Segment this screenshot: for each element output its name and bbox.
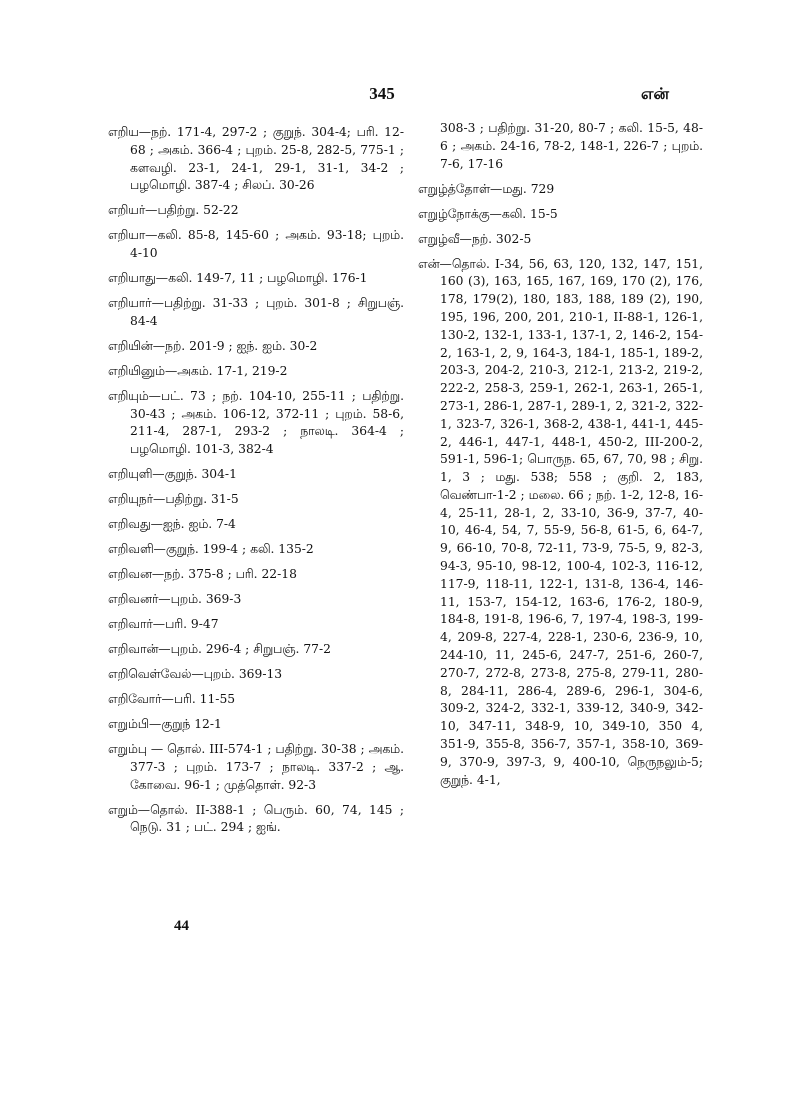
- index-entry: எறிவார்—பரி. 9-47: [108, 617, 219, 632]
- index-entry: எறிவனர்—புறம். 369-3: [108, 592, 242, 607]
- index-entry: எறிய—நற். 171-4, 297-2 ; குறுந். 304-4; பரி. 12-68 ; அகம். 366-4 ; புறம். 25-8, 282-5, 775-1 ; களவழி. 23-1, 24-1, 29-1, 31-1, 34-2 ; பழமொழி. 387-4 ; சிலப். 30-26: [108, 125, 404, 193]
- index-entry: எறும்—தொல். II-388-1 ; பெரும். 60, 74, 145 ; நெடு. 31 ; பட். 294 ; ஐங்.: [108, 802, 404, 835]
- index-column-right: [418, 120, 703, 797]
- index-entry: எறியினும்—அகம். 17-1, 219-2: [108, 363, 288, 378]
- index-entry-continuation: 308-3 ; பதிற்று. 31-20, 80-7 ; கலி. 15-5, 48-6 ; அகம். 24-16, 78-2, 148-1, 226-7 ; புறம். 7-6, 17-16: [440, 121, 703, 171]
- index-entry: எறியும்—பட். 73 ; நற். 104-10, 255-11 ; பதிற்று. 30-43 ; அகம். 106-12, 372-11 ; புறம். 58-6, 211-4, 287-1, 293-2 ; நாலடி. 364-4 ; பழமொழி. 101-3, 382-4: [108, 388, 404, 457]
- index-entry: என்—தொல். I-34, 56, 63, 120, 132, 147, 151, 160 (3), 163, 165, 167, 169, 170 (2), 176, 178, 179(2), 180, 183, 188, 189 (2), 190, 195, 196, 200, 201, 210-1, II-88-1, 126-1, 130-2, 132-1, 133-1, 137-1, 2, 146-2, 154-2, 163-1, 2, 9, 164-3, 184-1, 185-1, 189-2, 203-3, 204-2, 210-3, 212-1, 213-2, 219-2, 222-2, 258-3, 259-1, 262-1, 263-1, 265-1, 273-1, 286-1, 287-1, 289-1, 2, 321-2, 322-1, 323-7, 326-1, 368-2, 438-1, 441-1, 445-2, 446-1, 447-1, 448-1, 450-2, III-200-2, 591-1, 596-1; பொருந. 65, 67, 70, 98 ; சிறு. 1, 3 ; மது. 538; 558 ; குறி. 2, 183, வெண்பா-1-2 ; மலை. 66 ; நற். 1-2, 12-8, 16-4, 25-11, 28-1, 2, 33-10, 36-9, 37-7, 40-10, 46-4, 54, 7, 55-9, 56-8, 61-5, 6, 64-7, 9, 66-10, 70-8, 72-11, 73-9, 75-5, 9, 82-3, 94-3, 95-10, 98-12, 100-4, 102-3, 116-12, 117-9, 118-11, 122-1, 131-8, 136-4, 146-11, 153-7, 154-12, 163-6, 176-2, 180-9, 184-8, 191-8, 196-6, 7, 197-4, 198-3, 199-4, 209-8, 227-4, 228-1, 230-6, 236-9, 10, 244-10, 11, 245-6, 247-7, 251-6, 260-7, 270-7, 272-8, 273-8, 275-8, 279-11, 280-8, 284-11, 286-4, 289-6, 296-1, 304-6, 309-2, 324-2, 332-1, 339-12, 340-9, 342-10, 347-11, 348-9, 10, 349-10, 350 4, 351-9, 355-8, 356-7, 357-1, 358-10, 369-9, 370-9, 397-3, 9, 400-10, நெருநலும்-5; குறுந். 4-1,: [418, 256, 703, 787]
- index-column-left: [108, 124, 404, 844]
- index-entry: எறுழ்வீ—நற். 302-5: [418, 231, 532, 246]
- index-entry: எறும்பு — தொல். III-574-1 ; பதிற்று. 30-38 ; அகம். 377-3 ; புறம். 173-7 ; நாலடி. 337-2 ; ஆ. கோவை. 96-1 ; முத்தொள். 92-3: [108, 742, 404, 792]
- index-entry: எறியார்—பதிற்று. 31-33 ; புறம். 301-8 ; சிறுபஞ். 84-4: [108, 296, 404, 328]
- index-entry: எறிவான்—புறம். 296-4 ; சிறுபஞ். 77-2: [108, 642, 331, 657]
- index-entry: எறியுளி—குறுந். 304-1: [108, 467, 237, 482]
- index-entry: எறியுநர்—பதிற்று. 31-5: [108, 492, 239, 507]
- index-entry: எறிவன—நற். 375-8 ; பரி. 22-18: [108, 567, 297, 582]
- index-entry: எறியாது—கலி. 149-7, 11 ; பழமொழி. 176-1: [108, 271, 368, 286]
- index-entry: எறிவெள்வேல்—புறம். 369-13: [108, 667, 283, 682]
- index-entry: எறியின்—நற். 201-9 ; ஐந். ஐம். 30-2: [108, 338, 318, 353]
- page-number: 345: [369, 84, 395, 103]
- index-entry: எறிவோர்—பரி. 11-55: [108, 692, 236, 707]
- index-entry: எறிவது—ஐந். ஐம். 7-4: [108, 517, 236, 532]
- index-entry: எறிவளி—குறுந். 199-4 ; கலி. 135-2: [108, 542, 314, 557]
- index-entry: எறியர்—பதிற்று. 52-22: [108, 203, 239, 218]
- folio: 44: [174, 918, 189, 934]
- index-entry: எறுழ்நோக்கு—கலி. 15-5: [418, 206, 558, 221]
- index-entry: எறியா—கலி. 85-8, 145-60 ; அகம். 93-18; புறம். 4-10: [108, 228, 404, 261]
- index-entry: எறுழ்த்தோள்—மது. 729: [418, 181, 555, 196]
- index-entry: எறும்பி—குறுந் 12-1: [108, 717, 222, 732]
- running-head: என்: [641, 84, 669, 103]
